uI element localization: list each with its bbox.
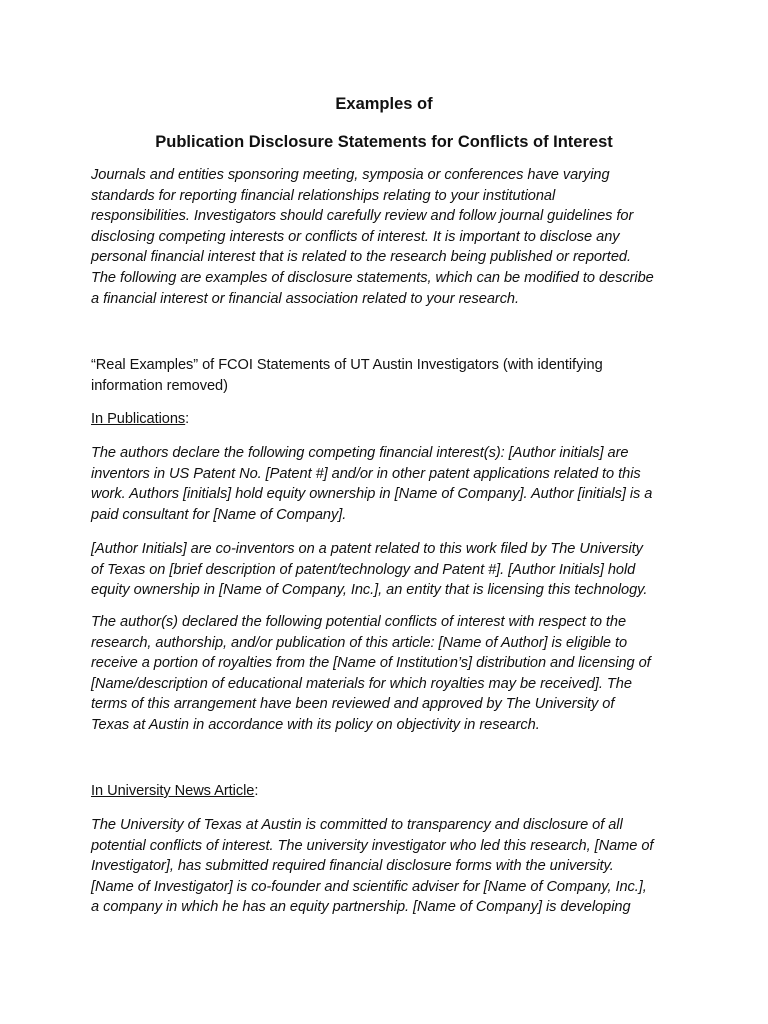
intro-paragraph xyxy=(91,165,691,309)
intro-line: The following are examples of disclosure statements, which can be modified to describe xyxy=(91,269,654,286)
intro-line: personal financial interest that is related to the research being published or reported. xyxy=(91,249,631,266)
pub-example-3-line: [Name/description of educational materials for which royalties may be received]. The xyxy=(91,675,632,692)
pub-example-2-line: of Texas on [brief description of patent/technology and Patent #]. [Author Initials] hold xyxy=(91,561,636,578)
intro-line: standards for reporting financial relationships relating to your institutional xyxy=(91,187,556,204)
pub-example-3-line: The author(s) declared the following potential conflicts of interest with respect to the xyxy=(91,614,627,630)
pub-example-3-line: research, authorship, and/or publication of this article: [Name of Author] is eligible to xyxy=(91,634,628,651)
intro-line: Journals and entities sponsoring meeting, symposia or conferences have varying xyxy=(91,167,610,183)
pub-example-1-line: work. Authors [initials] hold equity ownership in [Name of Company]. Author [initials] is a xyxy=(91,486,653,503)
title-line-2: Publication Disclosure Statements for Conflicts of Interest xyxy=(155,133,613,151)
title-line-1: Examples of xyxy=(335,95,433,113)
news-heading-colon: : xyxy=(254,783,259,799)
pub-example-3-line: receive a portion of royalties from the [Name of Institution’s] distribution and licensing of xyxy=(91,655,651,672)
news-heading-text: In University News Article xyxy=(91,783,255,799)
publications-heading-text: In Publications xyxy=(91,411,186,427)
publications-heading xyxy=(91,409,691,430)
news-example xyxy=(91,815,691,918)
real-examples-line: “Real Examples” of FCOI Statements of UT Austin Investigators (with identifying xyxy=(91,357,603,373)
pub-example-1-line: paid consultant for [Name of Company]. xyxy=(91,506,347,523)
pub-example-3-line: Texas at Austin in accordance with its policy on objectivity in research. xyxy=(91,716,540,733)
pub-example-2-line: equity ownership in [Name of Company, Inc.], an entity that is licensing this technology. xyxy=(91,582,648,599)
real-examples-paragraph xyxy=(91,355,691,396)
news-example-line: [Name of Investigator] is co-founder and scientific adviser for [Name of Company, Inc.], xyxy=(91,878,647,895)
news-example-line: The University of Texas at Austin is committed to transparency and disclosure of all xyxy=(91,817,623,833)
pub-example-3-line: terms of this arrangement have been reviewed and approved by The University of xyxy=(91,696,615,713)
intro-line: disclosing competing interests or conflicts of interest. It is important to disclose any xyxy=(91,228,620,245)
pub-example-1-line: The authors declare the following competing financial interest(s): [Author initials] are xyxy=(91,445,629,461)
news-example-line: a company in which he has an equity partnership. [Name of Company] is developing xyxy=(91,899,631,916)
real-examples-line: information removed) xyxy=(91,377,228,394)
news-example-line: Investigator], has submitted required financial disclosure forms with the university. xyxy=(91,858,614,875)
news-heading xyxy=(91,781,691,802)
publications-heading-colon: : xyxy=(185,411,190,427)
publication-example-1 xyxy=(91,443,691,525)
intro-line: responsibilities. Investigators should carefully review and follow journal guidelines for xyxy=(91,208,634,225)
publication-example-2 xyxy=(91,539,691,601)
publication-example-3 xyxy=(91,612,691,736)
intro-line: a financial interest or financial association related to your research. xyxy=(91,290,520,307)
pub-example-1-line: inventors in US Patent No. [Patent #] and/or in other patent applications related to this xyxy=(91,465,641,482)
pub-example-2-line: [Author Initials] are co-inventors on a patent related to this work filed by The University xyxy=(91,541,643,557)
news-example-line: potential conflicts of interest. The university investigator who led this research, [Name of xyxy=(91,837,654,854)
